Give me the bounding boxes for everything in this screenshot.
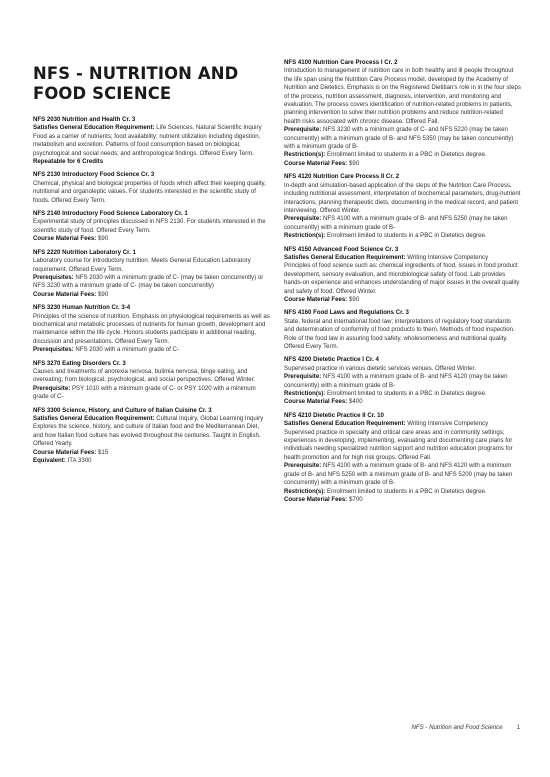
course-title: NFS 4160 Food Laws and Regulations Cr. 3 [284, 309, 409, 317]
course-title: NFS 3270 Eating Disorders Cr. 3 [33, 359, 126, 367]
left-column [33, 60, 270, 470]
course-entry [284, 246, 521, 305]
requirement-label: Satisfies General Education Requirement: [284, 253, 406, 261]
course-description: Principles of the science of nutrition. Emphasis on physiological requirements as well as biochemical and metabolic processes of nutrients for human growth, development and maintenance within the life cycle. Honors students participate in additional reading, discussion and presentations. Offered Every Term. [33, 312, 270, 345]
requirement-value: $400 [349, 398, 363, 406]
course-title: NFS 4150 Advanced Food Science Cr. 3 [284, 245, 399, 253]
requirement-value: Life Sciences, Natural Scientific Inquiry [156, 124, 262, 132]
requirement-label: Restriction(s): [284, 390, 326, 398]
requirement-label: Repeatable for 6 Credits [33, 158, 104, 166]
requirement-label: Course Material Fees: [33, 448, 97, 456]
course-entry [284, 59, 521, 168]
course-title: NFS 4120 Nutrition Care Process II Cr. 2 [284, 173, 400, 181]
course-description: Introduction to management of nutrition care in both healthy and ill people throughout the life span using the Nutrition Care Process model, developed by the Academy of Nutrition and Dietetics. Emphasis is on the Registered Dietitian's role in in the four steps of the process, nutrition assessment, diagnosis, intervention, and monitoring and evaluation. The process covers identification of nutrition-related problems in patients, planning intervention to solve their nutrition problems and reduce nutrition-related health risks associated with chronic disease. Offered Fall. [284, 67, 521, 125]
course-requirement [33, 449, 270, 457]
requirement-label: Restriction(s): [284, 151, 326, 159]
course-title: NFS 4100 Nutrition Care Process I Cr. 2 [284, 59, 398, 66]
course-description: Supervised practice in specialty and critical care areas and in community settings; experiences in developing, implementing, evaluating and documenting care plans for individuals needing specialized nutrition support and nutrition education programs for health promotion and for high risk groups. Offered Fall. [284, 428, 513, 461]
requirement-value: NFS 4100 with a minimum grade of B- and NFS 4120 (may be taken concurrently) with a minimum grade of B- [284, 373, 508, 389]
course-requirement [284, 254, 521, 262]
requirement-label: Prerequisite: [284, 215, 322, 223]
course-entry [33, 116, 270, 166]
requirement-value: ITA 3300 [67, 457, 92, 465]
right-course-list [284, 59, 521, 504]
course-requirement [284, 160, 521, 168]
course-requirement [33, 124, 270, 132]
requirement-label: Course Material Fees: [284, 398, 348, 406]
course-requirement [284, 462, 521, 487]
course-description: Explores the science, history, and culture of Italian food and the Mediterranean Diet, and how Italian food culture has evolved throughout the centuries. Taught in English. Offered Yearly. [33, 423, 261, 448]
requirement-value: NFS 4100 with a minimum grade of B- and NFS 4120 with a minimum grade of B- and NFS 5250 with a minimum grade of B- and NFS 5200 (may be taken concurrently) with a minimum grade of B- [284, 462, 513, 487]
course-entry [33, 210, 270, 244]
requirement-value: $15 [98, 448, 109, 456]
footer-label: NFS - Nutrition and Food Science [411, 724, 503, 731]
course-requirement [33, 457, 270, 465]
requirement-label: Course Material Fees: [284, 295, 348, 303]
requirement-label: Prerequisite: [284, 126, 322, 134]
requirement-value: $90 [98, 290, 109, 298]
course-title: NFS 2220 Nutrition Laboratory Cr. 1 [33, 248, 136, 256]
course-requirement [33, 415, 270, 423]
right-column [284, 59, 521, 509]
course-requirement [33, 158, 270, 166]
course-requirement [33, 274, 270, 291]
course-requirement [284, 151, 521, 159]
course-entry [33, 249, 270, 299]
course-description: State, federal and international food law; interpretations of regulatory food standards and determination of conformity of food products to them. Methods of food inspection. Role of the food law in assuring food safety, wholesomeness and nutritional quality. Offered Every Term. [284, 317, 515, 350]
requirement-label: Prerequisite: [284, 462, 322, 470]
course-description: Experimental study of principles discussed in NFS 2130. For students interested in the scientific study of food. Offered Every Term. [33, 218, 266, 234]
course-requirement [33, 346, 270, 354]
page-number: 1 [516, 724, 520, 731]
requirement-label: Course Material Fees: [33, 235, 97, 243]
course-requirement [33, 235, 270, 243]
requirement-value: Enrollment limited to students in a PBC in Dietetics degree. [327, 151, 487, 159]
course-entry [33, 304, 270, 354]
course-requirement [33, 291, 270, 299]
requirement-value: Enrollment limited to students in a PBC in Dietetics degree. [327, 232, 487, 240]
requirement-value: $700 [349, 495, 363, 503]
requirement-label: Restriction(s): [284, 232, 326, 240]
requirement-label: Prerequisites: [33, 273, 74, 281]
left-course-list [33, 116, 270, 465]
requirement-label: Satisfies General Education Requirement: [284, 420, 406, 428]
course-entry [284, 309, 521, 351]
requirement-value: NFS 2030 with a minimum grade of C- (may be taken concurrently) or NFS 3230 with a minimum grade of C- (may be taken concurrently) [33, 273, 264, 290]
requirement-label: Equivalent: [33, 457, 66, 465]
requirement-value: Enrollment limited to students in a PBC in Dietetics degree. [327, 390, 487, 398]
requirement-label: Prerequisite: [33, 384, 71, 392]
course-requirement [284, 215, 521, 232]
requirement-value: Enrollment limited to students in a PBC in Dietetics degree. [327, 487, 487, 495]
requirement-value: Cultural Inquiry, Global Learning Inquiry [156, 415, 264, 422]
course-requirement [284, 488, 521, 496]
requirement-label: Restriction(s): [284, 487, 326, 495]
requirement-label: Satisfies General Education Requirement: [33, 415, 155, 422]
requirement-value: $90 [349, 159, 360, 167]
course-requirement [284, 232, 521, 240]
requirement-value: NFS 3230 with a minimum grade of C- and NFS 5220 (may be taken concurrently) with a minimum grade of B- and NFS 5350 (may be taken concurrently) with a minimum grade of B- [284, 126, 514, 151]
requirement-value: Writing Intensive Competency [407, 253, 489, 261]
course-description: Laboratory course for introductory nutrition. Meets General Education Laboratory requirement. Offered Every Term. [33, 257, 251, 273]
course-title: NFS 2030 Nutrition and Health Cr. 3 [33, 116, 136, 123]
requirement-label: Course Material Fees: [284, 495, 348, 503]
page-footer [0, 724, 520, 732]
course-requirement [284, 420, 521, 428]
course-requirement [284, 296, 521, 304]
course-entry [284, 173, 521, 240]
requirement-label: Satisfies General Education Requirement: [33, 124, 155, 132]
requirement-value: $90 [98, 235, 109, 243]
course-title: NFS 2140 Introductory Food Science Laboratory Cr. 1 [33, 210, 188, 218]
requirement-label: Course Material Fees: [33, 290, 97, 298]
course-title: NFS 3230 Human Nutrition Cr. 3-4 [33, 304, 131, 312]
course-title: NFS 2130 Introductory Food Science Cr. 3 [33, 171, 155, 179]
course-title: NFS 4210 Dietetic Practice II Cr. 10 [284, 411, 384, 419]
course-title: NFS 4200 Dietetic Practice I Cr. 4 [284, 356, 379, 364]
course-description: In-depth and simulation-based application of the steps of the Nutrition Care Process, including nutritional assessment, interpretation of biochemical parameters, drug-nutrient interactions, planning therapeutic diets, documenting in the medical record, and patient interviewing. Offered Winter. [284, 181, 521, 214]
course-requirement [284, 126, 521, 151]
requirement-value: PSY 1010 with a minimum grade of C- or PSY 1020 with a minimum grade of C- [33, 384, 256, 401]
course-description: Supervised practice in various dietetic services venues. Offered Winter. [284, 364, 476, 372]
requirement-value: NFS 2030 with a minimum grade of C- [75, 346, 179, 354]
page-title: NFS - NUTRITION AND FOOD SCIENCE [33, 64, 239, 103]
requirement-label: Prerequisite: [284, 373, 322, 381]
requirement-value: Writing Intensive Competency [407, 420, 489, 428]
course-entry [284, 356, 521, 406]
course-entry [33, 407, 270, 466]
requirement-label: Prerequisites: [33, 346, 74, 354]
requirement-label: Course Material Fees: [284, 159, 348, 167]
course-description: Causes and treatments of anorexia nervosa, bulimia nervosa, binge eating, and overeating, from biological, psychological, and social perspectives. Offered Winter. [33, 367, 256, 384]
course-requirement [284, 496, 521, 504]
course-entry [284, 412, 521, 504]
course-requirement [284, 373, 521, 390]
requirement-value: NFS 4100 with a minimum grade of B- and NFS 5250 (may be taken concurrently) with a minimum grade of B- [284, 215, 508, 231]
course-entry [33, 360, 270, 402]
course-requirement [33, 385, 270, 402]
course-title: NFS 3300 Science, History, and Culture of Italian Cuisine Cr. 3 [33, 406, 212, 414]
course-requirement [284, 398, 521, 406]
course-description: Food as a carrier of nutrients; food availability; nutrient utilization including digestion, metabolism and excretion. Patterns of food consumption based on biological, psychological and social needs; and anthropological findings. Offered Every Term. [33, 132, 261, 157]
course-requirement [284, 390, 521, 398]
requirement-value: $90 [349, 295, 360, 303]
course-entry [33, 171, 270, 205]
course-description: Chemical, physical and biological properties of foods which affect their keeping quality, nutritional and organoleptic values. For students interested in the scientific study of foods. Offered Every Term. [33, 179, 266, 204]
course-description: Principles of food science such as: chemical ingredients of food, issues in food product development, sensory evaluation, and microbiological safety of food. Lab provides hands-on experience and enhances understanding of major issues in the overall quality and safety of food. Offered Winter. [284, 262, 520, 295]
